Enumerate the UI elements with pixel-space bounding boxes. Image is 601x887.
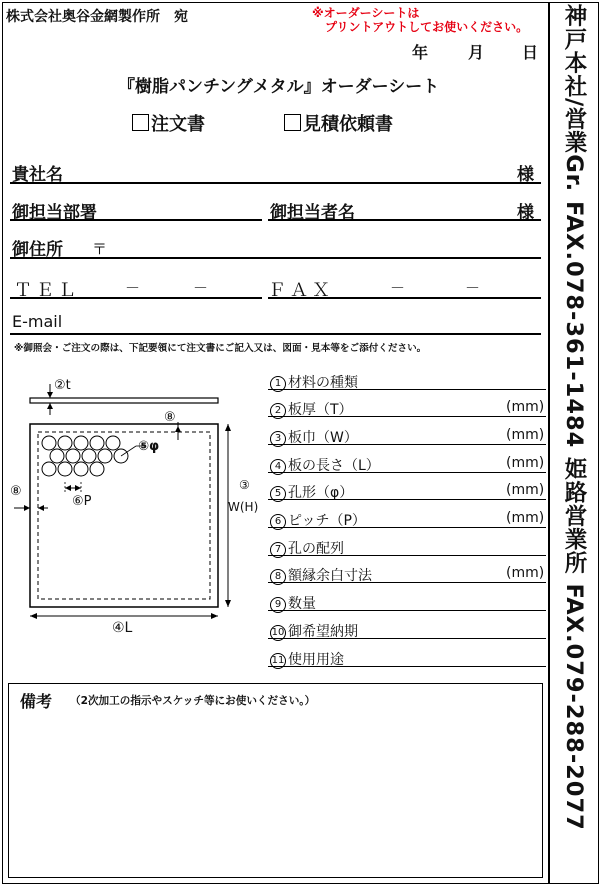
spec-field-10[interactable] bbox=[268, 638, 546, 639]
spec-item-5: 5 孔形（φ） bbox=[270, 482, 353, 502]
spec-item-3: 3 板巾（W） bbox=[270, 427, 358, 447]
diagram-label-hole-diameter: ⑤φ bbox=[138, 439, 160, 454]
email-field[interactable] bbox=[10, 333, 541, 335]
print-notice-line1: ※オーダーシートは bbox=[312, 6, 420, 20]
company-name-suffix: 様 bbox=[517, 165, 534, 185]
estimate-checkbox[interactable] bbox=[284, 114, 301, 131]
spec-field-8[interactable] bbox=[268, 582, 546, 583]
addressee: 株式会社奥谷金網製作所 宛 bbox=[6, 9, 188, 25]
spec-unit-3: (mm) bbox=[506, 427, 545, 443]
spec-item-6: 6 ピッチ（P） bbox=[270, 510, 366, 530]
estimate-checkbox-label: 見積依頼書 bbox=[303, 114, 393, 135]
spec-unit-6: (mm) bbox=[506, 510, 545, 526]
spec-item-4: 4 板の長さ（L） bbox=[270, 455, 380, 475]
spec-field-4[interactable] bbox=[268, 472, 546, 473]
attachment-note: ※御照会・ご注文の際は、下記要領にて注文書にご記入又は、図面・見本等をご添付ください。 bbox=[14, 343, 427, 354]
spec-item-1: 1 材料の種類 bbox=[270, 372, 358, 392]
remarks-hint: （2次加工の指示やスケッチ等にお使いください。） bbox=[70, 695, 316, 707]
date-year-label: 年 bbox=[412, 43, 429, 62]
spec-field-9[interactable] bbox=[268, 610, 546, 611]
print-notice-line2: プリントアウトしてお使いください。 bbox=[325, 20, 529, 34]
diagram-label-length: ④L bbox=[112, 620, 133, 636]
estimate-checkbox-option[interactable] bbox=[284, 110, 393, 136]
department-label: 御担当部署 bbox=[12, 203, 97, 223]
spec-field-11[interactable] bbox=[268, 666, 546, 667]
tel-dash-1: － bbox=[125, 279, 141, 297]
date-day-label: 日 bbox=[522, 43, 539, 62]
date-month-label: 月 bbox=[468, 43, 485, 62]
spec-item-8: 8 額縁余白寸法 bbox=[270, 565, 372, 585]
order-checkbox-option[interactable] bbox=[132, 110, 205, 136]
spec-item-11: 11 使用用途 bbox=[271, 652, 344, 668]
spec-field-1[interactable] bbox=[268, 389, 546, 390]
spec-field-7[interactable] bbox=[268, 555, 546, 556]
person-in-charge-suffix: 様 bbox=[517, 203, 534, 223]
diagram-label-frame-top: ⑧ bbox=[164, 410, 176, 425]
diagram-label-width-num: ③ bbox=[239, 478, 250, 492]
diagram-label-pitch: ⑥P bbox=[72, 494, 92, 509]
spec-field-2[interactable] bbox=[268, 416, 546, 417]
department-field[interactable] bbox=[10, 219, 262, 221]
address-field[interactable] bbox=[10, 257, 541, 259]
spec-unit-5: (mm) bbox=[506, 482, 545, 498]
spec-unit-2: (mm) bbox=[506, 399, 545, 415]
spec-item-7: 7 孔の配列 bbox=[270, 538, 344, 558]
person-in-charge-field[interactable] bbox=[268, 219, 541, 221]
company-name-field[interactable] bbox=[10, 182, 541, 184]
spec-item-9: 9 数量 bbox=[270, 593, 316, 613]
order-checkbox[interactable] bbox=[132, 114, 149, 131]
spec-field-3[interactable] bbox=[268, 444, 546, 445]
fax-label: ＦＡＸ bbox=[268, 280, 334, 301]
tel-field[interactable] bbox=[10, 297, 262, 299]
order-checkbox-label: 注文書 bbox=[151, 114, 205, 135]
fax-dash-2: － bbox=[465, 279, 481, 297]
diagram-label-frame-left: ⑧ bbox=[10, 484, 22, 499]
spec-unit-8: (mm) bbox=[506, 565, 545, 581]
fax-dash-1: － bbox=[390, 279, 406, 297]
spec-item-10: 10 御希望納期 bbox=[271, 624, 358, 640]
tel-dash-2: － bbox=[193, 279, 209, 297]
diagram-label-thickness: ②t bbox=[54, 378, 71, 393]
spec-field-6[interactable] bbox=[268, 527, 546, 528]
spec-list bbox=[268, 370, 548, 670]
company-name-label: 貴社名 bbox=[12, 165, 63, 185]
postal-mark: 〒 bbox=[92, 240, 108, 258]
remarks-label: 備考 bbox=[20, 692, 53, 711]
fax-field[interactable] bbox=[268, 297, 541, 299]
spec-unit-4: (mm) bbox=[506, 455, 545, 471]
spec-item-2: 2 板厚（T） bbox=[270, 399, 353, 419]
contact-fax-numbers: 神戸本社/営業Gr. FAX.078-361-1484 姫路営業所 FAX.079-288-2077 bbox=[561, 4, 587, 831]
form-title: 『樹脂パンチングメタル』オーダーシート bbox=[118, 77, 440, 97]
person-in-charge-label: 御担当者名 bbox=[270, 203, 355, 223]
remarks-box[interactable] bbox=[8, 683, 543, 878]
spec-field-5[interactable] bbox=[268, 499, 546, 500]
address-label: 御住所 bbox=[12, 240, 63, 260]
email-label: E-mail bbox=[12, 312, 63, 331]
tel-label: ＴＥＬ bbox=[14, 280, 80, 301]
diagram-label-width: W(H) bbox=[228, 500, 259, 514]
